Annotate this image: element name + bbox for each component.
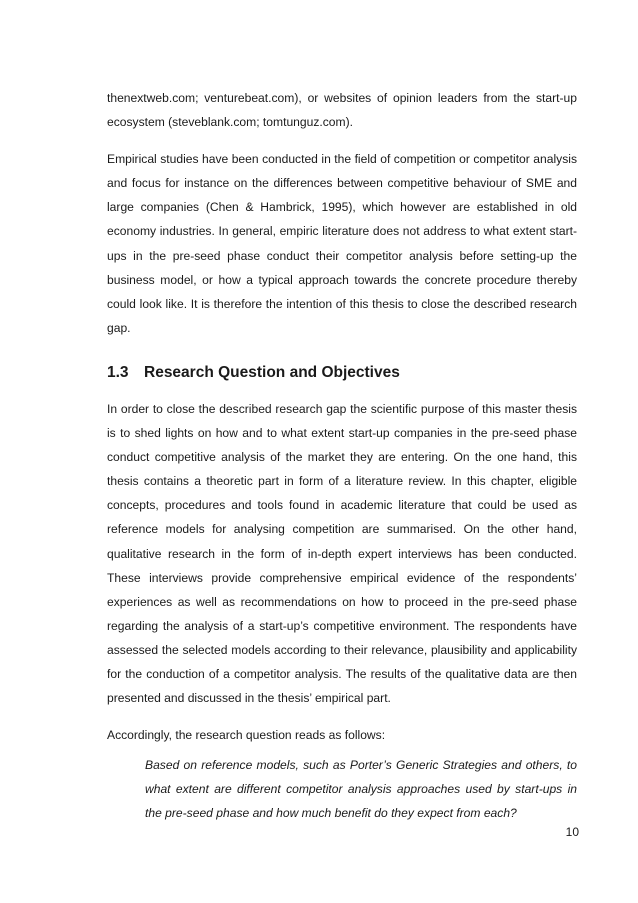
page-number: 10 xyxy=(565,825,579,839)
research-question-quote: Based on reference models, such as Porter’s Generic Strategies and others, to what extent are different competitor analysis approaches used by start-ups in the pre-seed phase and how much benefit do they expect from each? xyxy=(145,758,577,821)
paragraph-objectives: In order to close the described research gap the scientific purpose of this master thesis is to shed lights on how and to what extent start-up companies in the pre-seed phase conduct competitive analysis of the market they are entering. On the one hand, this thesis contains a theoretic part in form of a literature review. In this chapter, eligible concepts, procedures and tools found in academic literature that could be used as reference models for analysing competition are summarised. On the other hand, qualitative research in the form of in-depth expert interviews has been conducted. These interviews provide comprehensive empirical evidence of the respondents’ experiences as well as recommendations on how to proceed in the pre-seed phase regarding the analysis of a start-up’s competitive environment. The respondents have assessed the selected models according to their relevance, plausibility and applicability for the conduction of a competitor analysis. The results of the qualitative data are then presented and discussed in the thesis’ empirical part. xyxy=(107,401,577,706)
section-heading xyxy=(107,361,577,385)
paragraph-continuation: thenextweb.com; venturebeat.com), or websites of opinion leaders from the start-up ecosystem (steveblank.com; tomtunguz.com). xyxy=(107,91,577,130)
section-title: Research Question and Objectives xyxy=(144,363,400,381)
paragraph-research-question-intro: Accordingly, the research question reads as follows: xyxy=(107,728,386,743)
page-content xyxy=(107,86,577,826)
section-number: 1.3 xyxy=(107,363,129,381)
paragraph-empirical-studies: Empirical studies have been conducted in the field of competition or competitor analysis and focus for instance on the differences between competitive behaviour of SME and large companies (Chen & Hambrick, 1995), which however are established in old economy industries. In general, empiric literature does not address to what extent start-ups in the pre-seed phase conduct their competitor analysis before setting-up the business model, or how a typical approach towards the concrete procedure thereby could look like. It is therefore the intention of this thesis to close the described research gap. xyxy=(107,152,577,335)
